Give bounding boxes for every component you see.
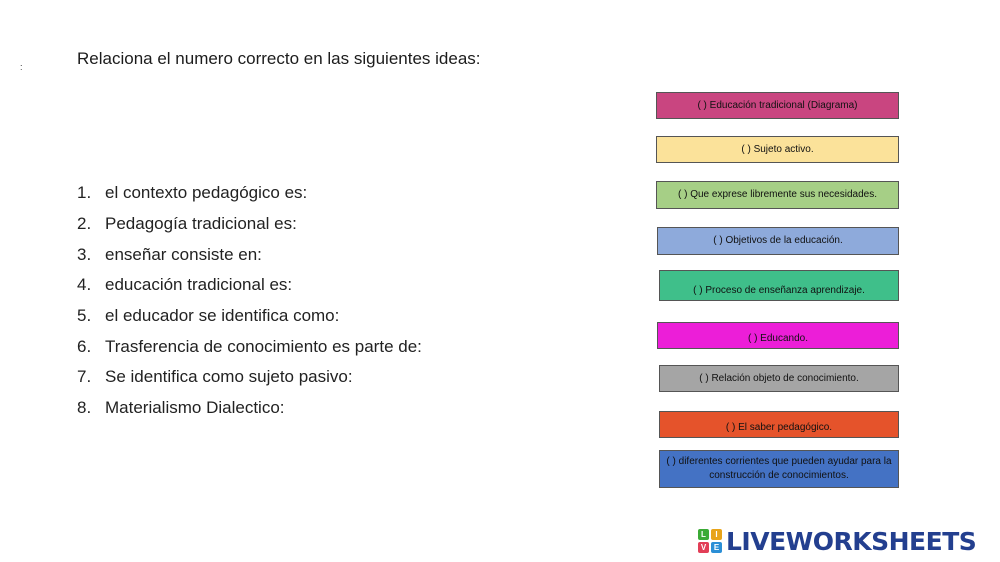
answer-box-sujeto-activo[interactable] (656, 136, 899, 163)
question-item (77, 362, 422, 393)
answer-box-proceso-ensenanza[interactable] (659, 270, 899, 301)
logo-tile: E (711, 542, 722, 553)
question-number: 1. (77, 183, 92, 203)
question-number: 7. (77, 367, 92, 387)
question-text: Se identifica como sujeto pasivo: (105, 367, 353, 387)
question-number: 2. (77, 214, 92, 234)
answer-label: ( ) Proceso de enseñanza aprendizaje. (693, 285, 865, 296)
logo-tiles-icon (698, 529, 722, 553)
question-text: educación tradicional es: (105, 275, 293, 295)
answer-label: ( ) Relación objeto de conocimiento. (699, 372, 859, 384)
question-item (77, 209, 422, 240)
question-item (77, 393, 422, 424)
question-text: el contexto pedagógico es: (105, 183, 308, 203)
answer-box-corrientes[interactable] (659, 450, 899, 488)
answer-label: ( ) Objetivos de la educación. (713, 235, 843, 246)
answer-box-saber-pedagogico[interactable] (659, 411, 899, 438)
logo-text: LIVEWORKSHEETS (726, 526, 977, 556)
answer-box-educacion-tradicional[interactable] (656, 92, 899, 119)
answer-box-relacion-objeto[interactable] (659, 365, 899, 392)
question-item (77, 331, 422, 362)
answer-box-objetivos-educacion[interactable] (657, 227, 899, 255)
question-text: enseñar consiste en: (105, 244, 262, 264)
answer-label: ( ) Educando. (747, 333, 809, 344)
question-item (77, 178, 422, 209)
question-text: el educador se identifica como: (105, 306, 340, 326)
page-title: Relaciona el numero correcto en las siguientes ideas: (77, 49, 481, 68)
answer-box-exprese-necesidades[interactable] (656, 181, 899, 209)
question-number: 3. (77, 244, 92, 264)
question-item (77, 270, 422, 301)
question-text: Materialismo Dialectico: (105, 398, 285, 418)
answer-label: ( ) Sujeto activo. (741, 143, 814, 155)
logo-tile: I (711, 529, 722, 540)
question-list (77, 178, 422, 424)
question-number: 5. (77, 306, 92, 326)
question-number: 8. (77, 398, 92, 418)
question-item (77, 301, 422, 332)
answer-label: ( ) diferentes corrientes que pueden ayudar para la construcción de conocimientos. (666, 456, 892, 481)
answer-label: ( ) El saber pedagógico. (725, 422, 833, 433)
stray-mark: : (20, 62, 23, 72)
question-number: 4. (77, 275, 92, 295)
question-text: Trasferencia de conocimiento es parte de: (105, 336, 422, 356)
logo-tile: L (698, 529, 709, 540)
logo-tile: V (698, 542, 709, 553)
answer-label: ( ) Educación tradicional (Diagrama) (697, 99, 858, 111)
question-number: 6. (77, 336, 92, 356)
liveworksheets-logo (698, 527, 976, 555)
question-item (77, 239, 422, 270)
question-text: Pedagogía tradicional es: (105, 214, 297, 234)
answer-label: ( ) Que exprese libremente sus necesidades. (678, 189, 877, 200)
answer-box-educando[interactable] (657, 322, 899, 349)
